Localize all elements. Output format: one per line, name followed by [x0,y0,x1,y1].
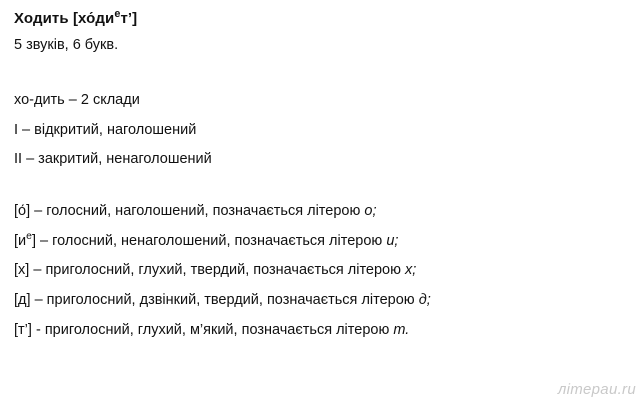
sound-dash: – [33,262,42,279]
sound-description: голосний, наголошений, позначається літерою [46,202,361,219]
sound-letter: и; [386,232,399,249]
sound-letter: о; [364,202,377,219]
sound-letter: х; [405,262,417,279]
title-prefix: Ходить [х [14,10,87,27]
page-title [14,10,628,27]
title-stress-vowel: о́ [86,10,96,27]
title-superscript: е [114,8,121,20]
syllable-detail-2: II – закритий, ненаголошений [14,151,212,168]
spacer-2 [14,180,628,202]
sound-symbol: [д] [14,292,31,309]
sound-dash: – [40,232,49,249]
title-mid: ди [95,10,115,27]
spacer-1 [14,61,628,91]
sound-analysis-row [14,321,628,340]
sound-symbol-superscript: е [26,230,32,242]
sound-symbol: [о́] [14,202,31,219]
watermark: літераи.ru [557,381,636,398]
syllable-division: хо-дить – 2 склади [14,92,140,108]
sound-letter-count: 5 звуків, 6 букв. [14,37,119,53]
sound-dash: – [34,202,43,219]
sound-dash: – [34,292,43,309]
sound-letter: т. [393,322,410,339]
sound-description: приголосний, глухий, твердий, позначається літерою [45,262,401,279]
sound-analysis-row [14,232,628,251]
sound-dash: - [35,322,41,339]
title-suffix: т’] [120,10,138,27]
sound-symbol: [х] [14,262,30,279]
sound-letter: д; [418,292,431,309]
sound-analysis-row [14,291,628,310]
sound-symbol-suffix: ] [31,232,36,249]
sound-symbol-prefix: [и [14,232,27,249]
sound-description: приголосний, глухий, м’який, позначається літерою [44,322,390,339]
syllable-detail-1: I – відкритий, наголошений [14,121,197,138]
sound-analysis-row [14,202,628,221]
sound-analysis-row [14,261,628,280]
sound-description: приголосний, дзвінкий, твердий, позначається літерою [46,292,415,309]
sound-description: голосний, ненаголошений, позначається літерою [52,232,383,249]
sound-symbol: [т’] [14,322,32,339]
